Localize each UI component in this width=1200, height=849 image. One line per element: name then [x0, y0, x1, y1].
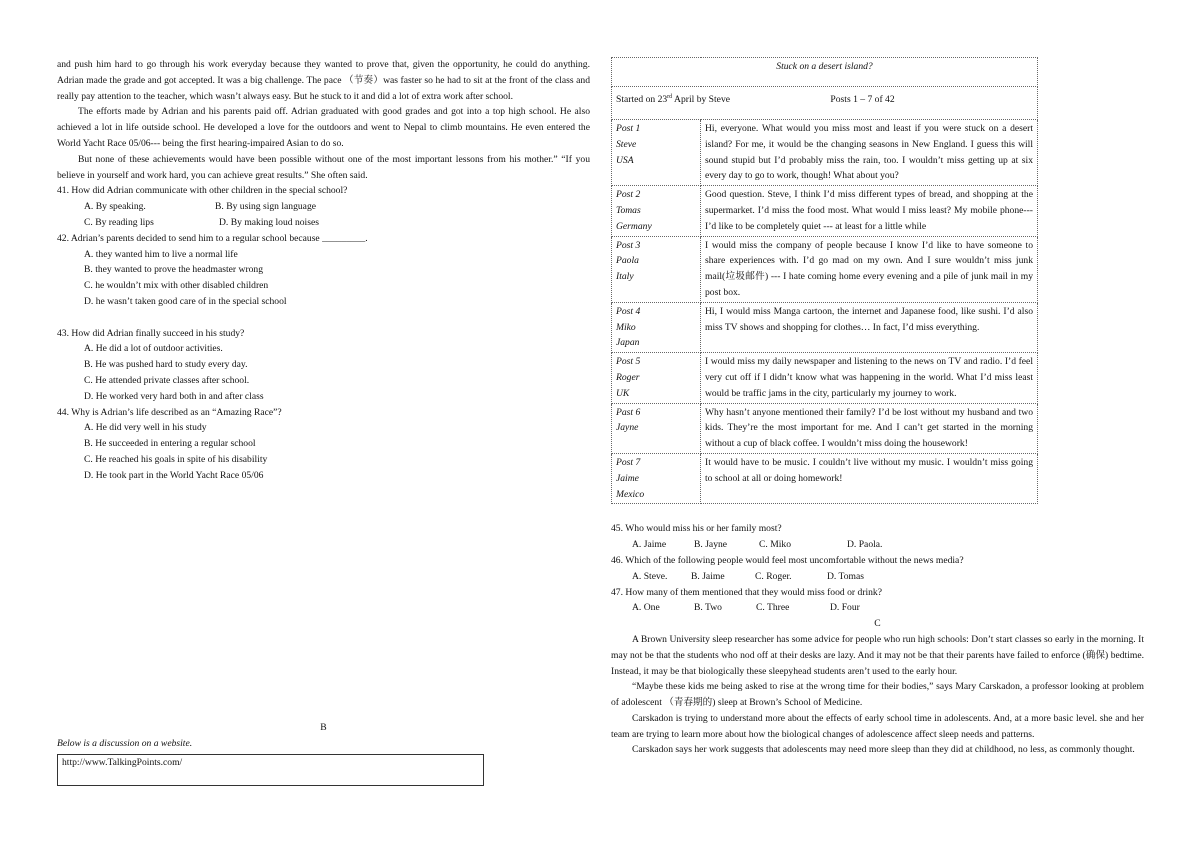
question-text: 43. How did Adrian finally succeed in his study? [57, 327, 245, 339]
post-text: It would have to be music. I couldn’t live without my music. I wouldn’t miss going to school at all or doing homework! [701, 453, 1038, 503]
option-a: A. He did a lot of outdoor activities. [84, 343, 223, 355]
post-text: Good question. Steve, I think I’d miss different types of bread, and shopping at the supermarket. I’d miss the food most. What would I miss least? My mobile phone---I’d like to be completely quiet --- at least for a little while [701, 186, 1038, 236]
forum-post [612, 353, 1038, 403]
post-author: Jaime [616, 472, 639, 484]
option-c: C. He attended private classes after school. [84, 374, 250, 386]
forum-table [611, 57, 1038, 504]
post-meta: Post 5 Roger UK [612, 353, 701, 403]
question-text: 47. How many of them mentioned that they would miss food or drink? [611, 586, 882, 598]
option-c: C. Roger. [755, 570, 792, 582]
question-44 [57, 405, 590, 484]
forum-post [612, 236, 1038, 302]
post-text: I would miss the company of people because I know I’d like to have someone to share experiences with. I’d go mad on my own. And I sure wouldn’t miss junk mail(垃圾邮件) --- I hate coming home every evening and a pile of junk mail in my post box. [701, 236, 1038, 302]
option-c: C. he wouldn’t mix with other disabled children [84, 280, 269, 292]
question-text: 45. Who would miss his or her family most? [611, 523, 782, 535]
forum-post [612, 186, 1038, 236]
posts-range: Posts 1 – 7 of 42 [830, 94, 895, 105]
option-a: A. He did very well in his study [84, 422, 207, 434]
section-b-intro: Below is a discussion on a website. [57, 737, 193, 749]
post-author: Paola [616, 255, 639, 267]
section-c-heading: C [874, 618, 881, 630]
post-meta: Past 6 Jayne [612, 403, 701, 453]
question-text: 44. Why is Adrian’s life described as an “Amazing Race”? [57, 406, 282, 418]
question-45 [611, 521, 1144, 553]
post-author: Tomas [616, 204, 641, 216]
option-a: A. Steve. [632, 570, 668, 582]
option-a: A. One [632, 602, 660, 614]
post-country: Italy [616, 271, 634, 283]
option-b: B. He succeeded in entering a regular school [84, 438, 256, 450]
question-43 [57, 326, 590, 405]
post-country: Germany [616, 220, 652, 232]
section-b-heading: B [320, 722, 327, 733]
post-country: Mexico [616, 488, 645, 500]
post-meta: Post 3 Paola Italy [612, 236, 701, 302]
post-text: I would miss my daily newspaper and listening to the news on TV and radio. I’d feel very cut off if I didn’t know what was happening in the world. What I’d miss least would be traffic jams in the city, particularly my journey to work. [701, 353, 1038, 403]
option-d: D. Paola. [847, 539, 883, 551]
started-info: Started on 23rd April by Steve [616, 93, 730, 105]
post-country: USA [616, 154, 634, 166]
website-url[interactable]: http://www.TalkingPoints.com/ [62, 756, 183, 768]
post-country: Japan [616, 337, 640, 349]
forum-post [612, 302, 1038, 352]
option-b: B. He was pushed hard to study every day. [84, 359, 248, 371]
post-author: Steve [616, 138, 637, 150]
post-meta: Post 1 Steve USA [612, 120, 701, 186]
post-author: Roger [616, 371, 640, 383]
post-text: Why hasn’t anyone mentioned their family? I’d be lost without my husband and two kids. They’re the most important for me. And I can’t get started in the morning without a cup of black coffee. I wouldn’t miss doing the housework! [701, 403, 1038, 453]
passage-paragraph: But none of these achievements would have been possible without one of the most important lessons from his mother.” “If you believe in yourself and work hard, you can achieve great results.” She often said. [57, 153, 590, 181]
option-a: A. By speaking. [84, 201, 146, 213]
option-b: B. Jayne [694, 539, 728, 551]
option-b: B. Jaime [691, 570, 725, 582]
post-author: Miko [616, 321, 636, 333]
passage-paragraph: “Maybe these kids me being asked to rise at the wrong time for their bodies,” says Mary Carskadon, a professor looking at problem of adolescent （青春期的) sleep at Brown’s School of Medicine. [611, 681, 1144, 709]
forum-header-row [612, 87, 1038, 120]
option-b: B. Two [694, 602, 722, 614]
url-box [57, 754, 484, 786]
passage-paragraph: and push him hard to go through his work everyday because they wanted to prove that, given the opportunity, he could do anything. Adrian made the grade and got accepted. It was a big challenge. The pace （节奏）was faster so he had to sit at the front of the class and really pay attention to the teacher, which wasn’t always easy. But he stuck to it and did a lot of extra work after school. [57, 59, 590, 102]
right-column [611, 57, 1144, 758]
option-a: A. they wanted him to live a normal life [84, 248, 238, 260]
post-country: UK [616, 387, 630, 399]
option-c: C. Three [756, 602, 790, 614]
post-meta: Post 7 Jaime Mexico [612, 453, 701, 503]
post-meta: Post 4 Miko Japan [612, 302, 701, 352]
question-42 [57, 231, 590, 310]
option-d: D. Four [830, 602, 860, 614]
option-c: C. He reached his goals in spite of his disability [84, 453, 268, 465]
forum-post [612, 453, 1038, 503]
post-text: Hi, I would miss Manga cartoon, the internet and Japanese food, like sushi. I’d also miss TV shows and shopping for clothes… In fact, I’d miss everything. [701, 302, 1038, 352]
question-41 [57, 183, 590, 230]
option-d: D. He worked very hard both in and after class [84, 390, 264, 402]
question-47 [611, 585, 1144, 617]
post-meta: Post 2 Tomas Germany [612, 186, 701, 236]
option-c: C. Miko [759, 539, 791, 551]
post-author: Jayne [616, 422, 639, 434]
passage-paragraph: A Brown University sleep researcher has some advice for people who run high schools: Don’t start classes so early in the morning. It may not be that the students who nod off at their desks are lazy. And it may not be that their parents have failed to enforce (确保) bedtime. Instead, it may be that biologically these sleepyhead students aren’t used to the early hour. [611, 633, 1144, 677]
forum-post [612, 403, 1038, 453]
passage-paragraph: Carskadon is trying to understand more about the effects of early school time in adolescents. And, at a more basic level. she and her team are trying to learn more about how the biological changes of adolescence affect sleep needs and patterns. [611, 712, 1144, 740]
post-text: Hi, everyone. What would you miss most and least if you were stuck on a desert island? For me, it would be the changing seasons in New England. I guess this will sound stupid but I’d probably miss the rain, too. I wouldn’t miss getting up at six every day to go to work, though! What about you? [701, 120, 1038, 186]
question-text: 46. Which of the following people would feel most uncomfortable without the news media? [611, 554, 964, 566]
passage-paragraph: Carskadon says her work suggests that adolescents may need more sleep than they did at childhood, no less, as commonly thought. [632, 744, 1135, 756]
question-text: 42. Adrian’s parents decided to send him to a regular school because _________. [57, 232, 368, 244]
option-d: D. Tomas [827, 570, 864, 582]
option-a: A. Jaime [632, 539, 667, 551]
option-d: D. He took part in the World Yacht Race 05/06 [84, 469, 264, 481]
option-b: B. By using sign language [215, 201, 316, 213]
forum-post [612, 120, 1038, 186]
forum-title: Stuck on a desert island? [612, 58, 1038, 87]
option-b: B. they wanted to prove the headmaster wrong [84, 264, 264, 276]
option-c: C. By reading lips [84, 216, 154, 228]
option-d: D. he wasn’t taken good care of in the special school [84, 295, 287, 307]
option-d: D. By making loud noises [219, 216, 319, 228]
question-46 [611, 553, 1144, 585]
left-column [57, 57, 590, 768]
passage-paragraph: The efforts made by Adrian and his parents paid off. Adrian graduated with good grades and got into a top high school. He also achieved a lot in life outside school. He developed a love for the outdoors and went to Nepal to climb mountains. He even entered the World Yacht Race 05/06--- being the first hearing-impaired Asian to do so. [57, 106, 590, 149]
question-text: 41. How did Adrian communicate with other children in the special school? [57, 185, 348, 197]
